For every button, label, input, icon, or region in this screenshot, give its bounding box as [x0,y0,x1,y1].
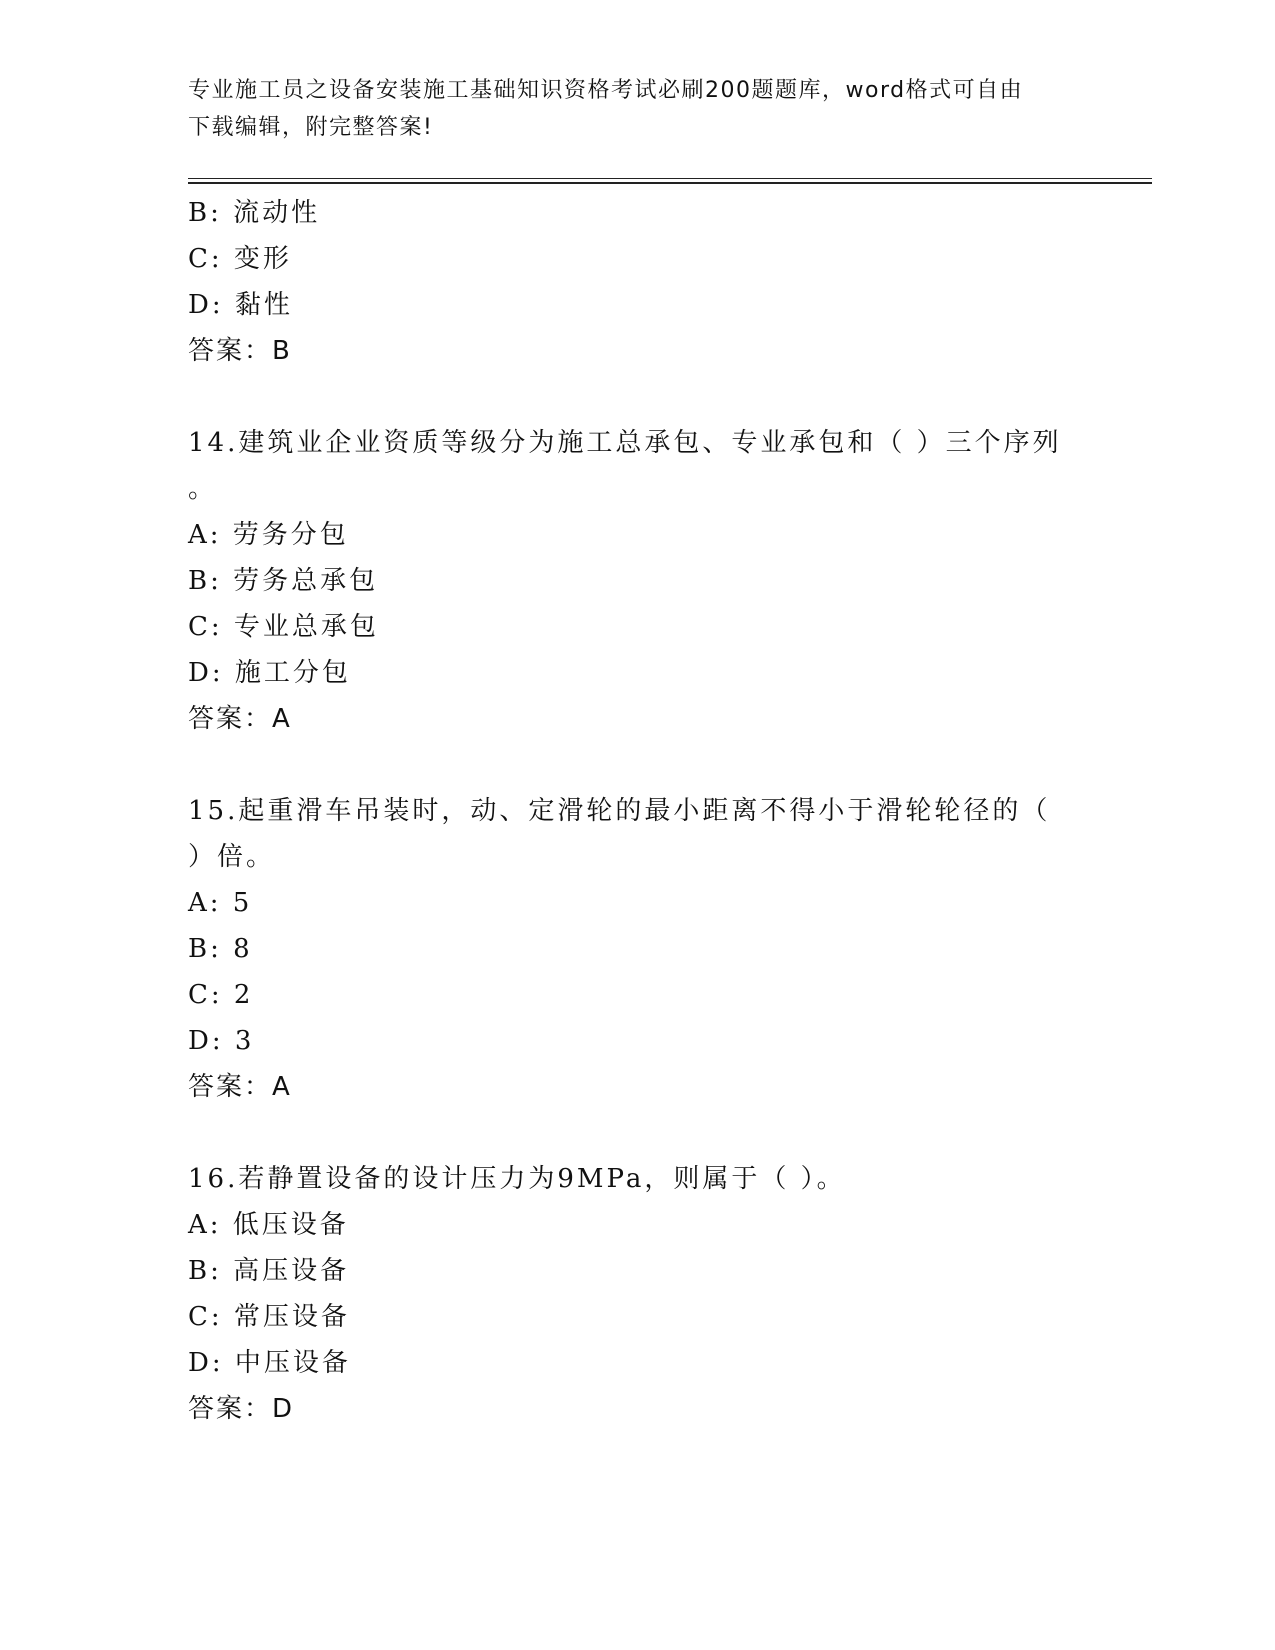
header-rule-thick [188,182,1152,184]
option-c: C: 常压设备 [188,1302,350,1332]
option-b: B: 流动性 [188,198,321,228]
option-d: D: 黏性 [188,290,293,320]
answer-line: 答案：A [188,1072,292,1102]
question-stem: 16.若静置设备的设计压力为9MPa，则属于（ ）。 [188,1164,846,1194]
question-stem-continued: ）倍。 [188,842,276,872]
question-stem-continued: 。 [188,474,218,504]
question-13-tail [188,190,1088,374]
question-stem: 15.起重滑车吊装时，动、定滑轮的最小距离不得小于滑轮轮径的（ [188,796,1051,826]
question-16 [188,1156,1088,1432]
answer-line: 答案：D [188,1394,295,1424]
option-a: A: 5 [188,888,253,918]
option-c: C: 专业总承包 [188,612,379,642]
answer-line: 答案：A [188,704,292,734]
document-header [188,72,1068,146]
spacer [188,742,1088,788]
option-a: A: 劳务分包 [188,520,349,550]
option-d: D: 施工分包 [188,658,351,688]
option-c: C: 变形 [188,244,292,274]
header-rule-thin [188,178,1152,179]
option-d: D: 中压设备 [188,1348,351,1378]
question-14 [188,420,1088,742]
spacer [188,1110,1088,1156]
option-c: C: 2 [188,980,254,1010]
option-a: A: 低压设备 [188,1210,349,1240]
header-line-1: 专业施工员之设备安装施工基础知识资格考试必刷200题题库，word格式可自由 [188,78,1024,103]
answer-line: 答案：B [188,336,292,366]
question-content [188,190,1088,1432]
option-b: B: 高压设备 [188,1256,350,1286]
spacer [188,374,1088,420]
question-15 [188,788,1088,1110]
header-line-2: 下载编辑，附完整答案! [188,115,434,140]
question-stem: 14.建筑业企业资质等级分为施工总承包、专业承包和（ ）三个序列 [188,428,1062,458]
option-b: B: 劳务总承包 [188,566,379,596]
option-b: B: 8 [188,934,253,964]
option-d: D: 3 [188,1026,255,1056]
